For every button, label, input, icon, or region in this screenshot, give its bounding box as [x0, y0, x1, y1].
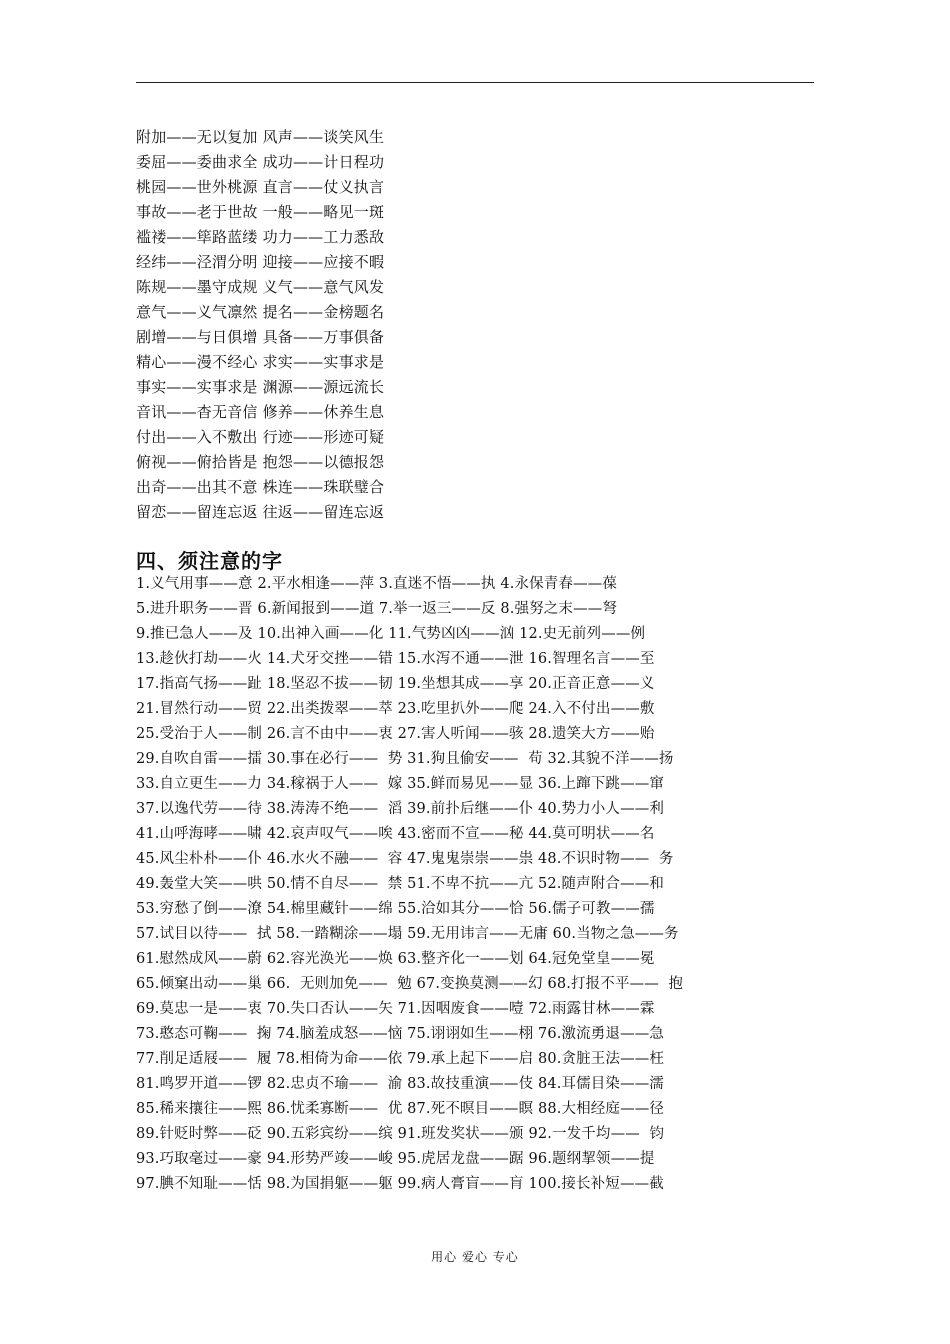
correction-line: 57.试目以待—— 拭 58.一踏糊涂——塌 59.无用讳言——无庸 60.当物之急——务 — [136, 926, 679, 942]
word-pair-line: 褴褛——筚路蓝缕 功力——工力悉敌 — [136, 228, 385, 246]
word-pair-line: 精心——漫不经心 求实——实事求是 — [136, 353, 385, 371]
correction-line: 21.冒然行动——贸 22.出类拨翠——萃 23.吃里扒外——爬 24.入不付出——敷 — [136, 701, 655, 717]
page-footer: 用心 爱心 专心 — [431, 1250, 519, 1264]
word-pair-line: 付出——入不敷出 行迹——形迹可疑 — [136, 428, 385, 446]
correction-list — [136, 572, 683, 1197]
word-pair-line: 事实——实事求是 渊源——源远流长 — [136, 378, 385, 396]
correction-line: 89.针贬时弊——砭 90.五彩宾纷——缤 91.班发奖状——颁 92.一发千均—— 钧 — [136, 1126, 665, 1142]
correction-line: 61.慰然成风——蔚 62.容光涣光——焕 63.整齐化一——划 64.冠免堂皇——冕 — [136, 951, 655, 967]
correction-line: 25.受治于人——制 26.言不由中——衷 27.害人听闻——骇 28.遗笑大方——贻 — [136, 726, 655, 742]
correction-line: 1.义气用事——意 2.平水相逢——萍 3.直迷不悟——执 4.永保青春——葆 — [136, 576, 618, 592]
correction-line: 37.以逸代劳——待 38.涛涛不绝—— 滔 39.前扑后继——仆 40.势力小人——利 — [136, 801, 665, 817]
correction-line: 69.莫忠一是——衷 70.失口否认——矢 71.因咽废食——噎 72.雨露甘林——霖 — [136, 1001, 655, 1017]
word-pair-line: 桃园——世外桃源 直言——仗义执言 — [136, 178, 385, 196]
word-pair-line: 音讯——杳无音信 修养——休养生息 — [136, 403, 385, 421]
word-pair-line: 留恋——留连忘返 往返——留连忘返 — [136, 503, 385, 521]
correction-line: 13.趁伙打劫——火 14.犬牙交挫——错 15.水泻不通——泄 16.智理名言——至 — [136, 651, 655, 667]
word-pair-line: 委屈——委曲求全 成功——计日程功 — [136, 153, 385, 171]
correction-line: 77.削足适屐—— 履 78.相倚为命——依 79.承上起下——启 80.贪脏王法——枉 — [136, 1051, 665, 1067]
word-pair-line: 意气——义气凛然 提名——金榜题名 — [136, 303, 385, 321]
word-pair-line: 剧增——与日俱增 具备——万事俱备 — [136, 328, 385, 346]
word-pair-line: 事故——老于世故 一般——略见一斑 — [136, 203, 385, 221]
word-pairs-list — [136, 125, 384, 525]
word-pair-line: 附加——无以复加 风声——谈笑风生 — [136, 128, 385, 146]
word-pair-line: 陈规——墨守成规 义气——意气风发 — [136, 278, 385, 296]
correction-line: 29.自吹自雷——擂 30.事在必行—— 势 31.狗且偷安—— 苟 32.其貌不洋——扬 — [136, 751, 674, 767]
correction-line: 9.推已急人——及 10.出神入画——化 11.气势凶凶——汹 12.史无前列——例 — [136, 626, 646, 642]
section-heading: 四、须注意的字 — [136, 549, 283, 573]
correction-line: 45.风尘朴朴——仆 46.水火不融—— 容 47.鬼鬼崇崇——祟 48.不识时物—— 务 — [136, 851, 674, 867]
correction-line: 73.憨态可鞠—— 掬 74.脑羞成怒——恼 75.诩诩如生——栩 76.激流勇退——急 — [136, 1026, 665, 1042]
correction-line: 85.稀来攘往——熙 86.忧柔寡断—— 优 87.死不暝目——瞑 88.大相经庭——径 — [136, 1101, 665, 1117]
word-pair-line: 经纬——泾渭分明 迎接——应接不暇 — [136, 253, 385, 271]
correction-line: 97.腆不知耻——恬 98.为国捐躯——躯 99.病人膏盲——肓 100.接长补短——截 — [136, 1176, 664, 1192]
correction-line: 81.鸣罗开道——锣 82.忠贞不瑜—— 渝 83.故技重演——伎 84.耳儒目染——濡 — [136, 1076, 665, 1092]
correction-line: 53.穷愁了倒——潦 54.棉里藏针——绵 55.洽如其分——恰 56.儒子可教——孺 — [136, 901, 655, 917]
correction-line: 5.进升职务——晋 6.新闻报到——道 7.举一返三——反 8.强努之末——弩 — [136, 601, 618, 617]
correction-line: 65.倾窠出动——巢 66. 无则加免—— 勉 67.变换莫测——幻 68.打报不平—— 抱 — [136, 976, 684, 992]
correction-line: 33.自立更生——力 34.稼祸于人—— 嫁 35.鲜而易见——显 36.上蹿下跳——窜 — [136, 776, 665, 792]
correction-line: 49.轰堂大笑——哄 50.情不自尽—— 禁 51.不卑不抗——亢 52.随声附合——和 — [136, 876, 665, 892]
header-rule — [136, 82, 814, 83]
word-pair-line: 出奇——出其不意 株连——珠联璧合 — [136, 478, 385, 496]
correction-line: 41.山呼海哮——啸 42.哀声叹气——唉 43.密而不宣——秘 44.莫可明状——名 — [136, 826, 655, 842]
correction-line: 17.指高气扬——趾 18.坚忍不拔——韧 19.坐想其成——享 20.正音正意——义 — [136, 676, 655, 692]
word-pair-line: 俯视——俯拾皆是 抱怨——以德报怨 — [136, 453, 385, 471]
correction-line: 93.巧取毫过——豪 94.形势严竣——峻 95.虎居龙盘——踞 96.题纲挈领——提 — [136, 1151, 655, 1167]
